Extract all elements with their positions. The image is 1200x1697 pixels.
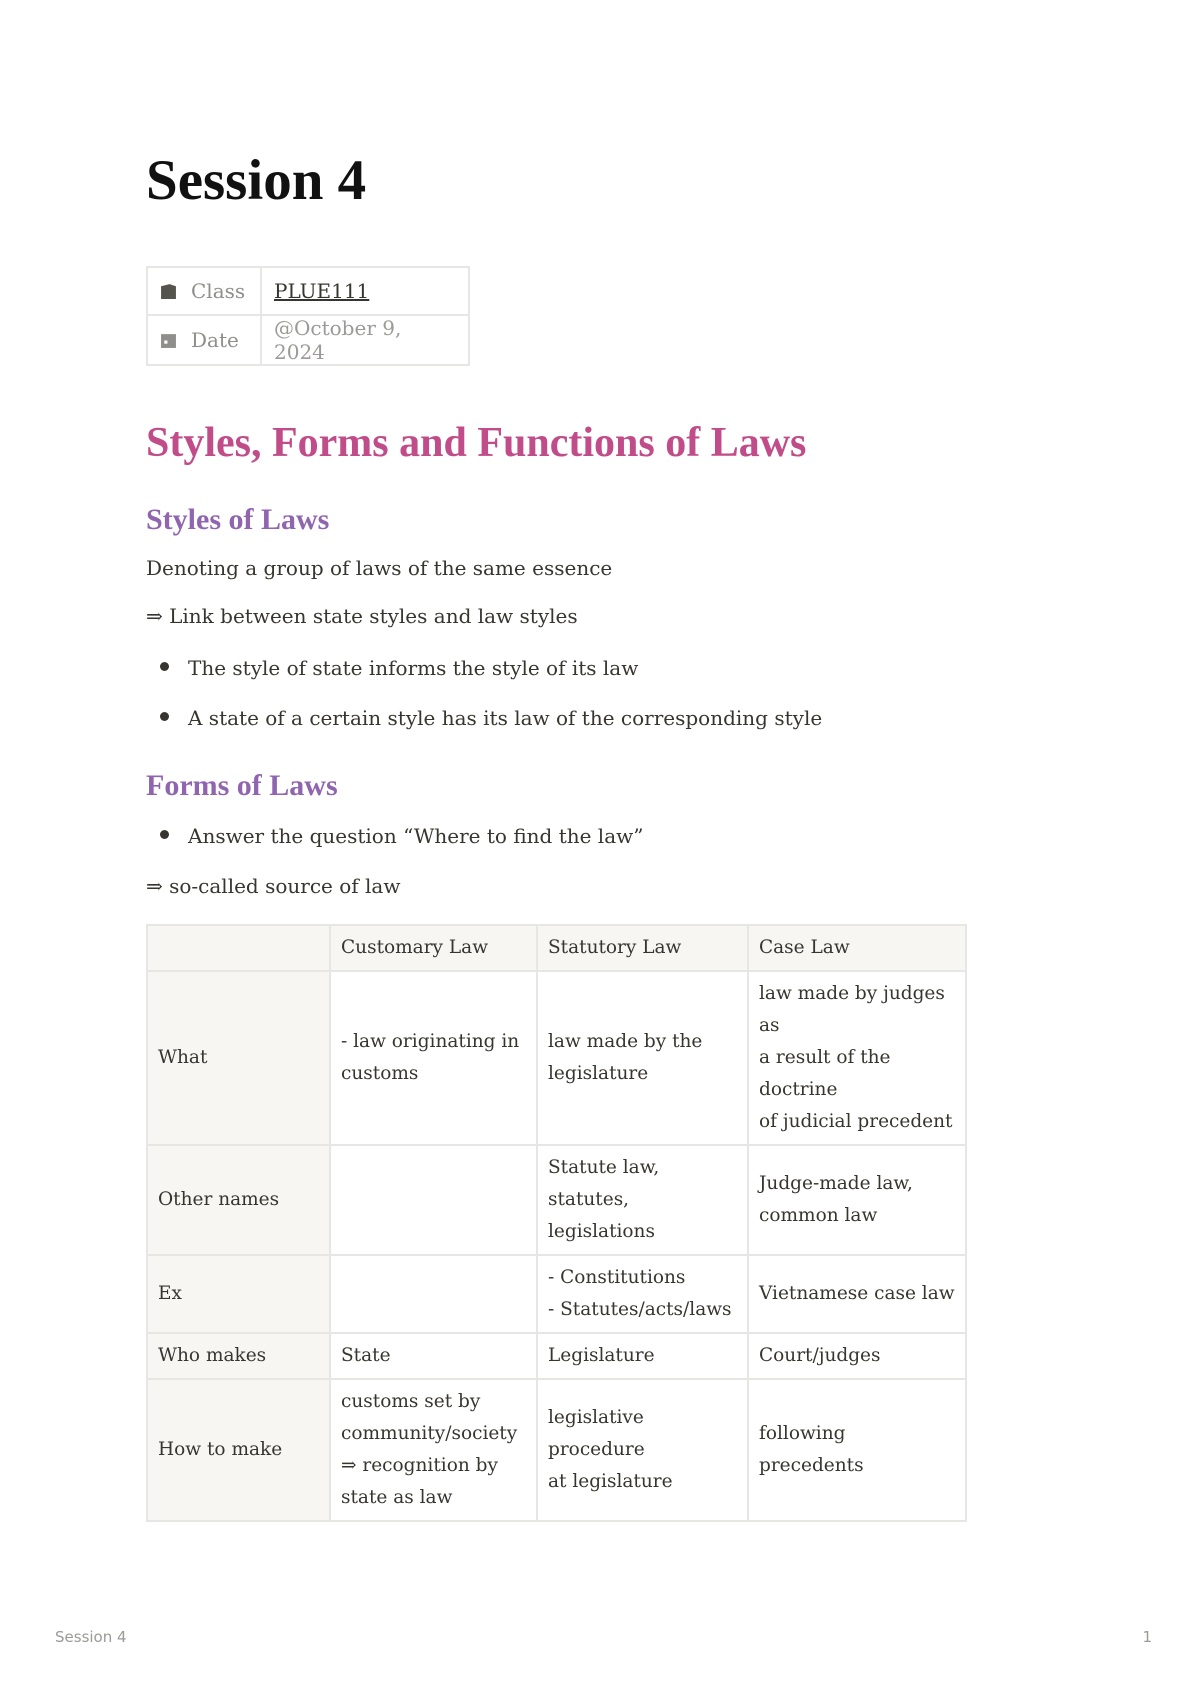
table-cell-line: - Statutes/acts/laws [548,1299,732,1320]
footer-page-number: 1 [1142,1628,1152,1646]
table-cell [537,1379,748,1521]
table-header-cell: Statutory Law [537,925,748,971]
properties-table [146,266,470,366]
table-cell-line: following precedents [759,1423,864,1476]
styles-heading: Styles of Laws [146,503,330,536]
table-cell-line: state as law [341,1487,453,1508]
table-cell [748,1255,966,1333]
table-cell-line: at legislature [548,1471,673,1492]
table-cell-line: common law [759,1205,878,1226]
table-cell-line: State [341,1345,391,1366]
table-cell-line: community/society [341,1423,518,1444]
table-row-header: Ex [147,1255,330,1333]
table-row [147,1333,966,1379]
table-cell-line: legislations [548,1221,655,1242]
table-cell-line: a result of the doctrine [759,1047,891,1100]
forms-arrow-line: ⇒ so-called source of law [146,874,401,898]
table-cell-line: legislature [548,1063,649,1084]
property-value[interactable] [261,267,469,315]
bullet-dot [160,830,169,839]
table-header-cell [147,925,330,971]
table-cell-line: customs [341,1063,419,1084]
table-header-cell: Case Law [748,925,966,971]
table-cell-line: Judge-made law, [759,1173,913,1194]
table-cell [537,1145,748,1255]
table-cell-line: law made by the [548,1031,703,1052]
table-cell-line: - law originating in [341,1031,520,1052]
property-row-class [147,267,469,315]
table-row [147,1145,966,1255]
table-cell-line: Court/judges [759,1345,881,1366]
table-header-cell: Customary Law [330,925,537,971]
date-value[interactable]: @October 9, 2024 [261,315,469,365]
table-cell [748,1379,966,1521]
list-item: The style of state informs the style of its law [160,654,638,682]
table-row [147,971,966,1145]
tag-icon [160,283,177,300]
page-title: Session 4 [146,149,367,212]
table-cell [537,1333,748,1379]
styles-intro: Denoting a group of laws of the same essence [146,556,613,580]
bullet-dot [160,662,169,671]
property-label: Class [191,279,246,303]
property-key [147,267,261,315]
property-row-date [147,315,469,365]
property-key [147,315,261,365]
table-cell [330,971,537,1145]
table-row [147,1379,966,1521]
bullet-dot [160,712,169,721]
list-item: A state of a certain style has its law of the corresponding style [160,704,822,732]
table-cell-line: law made by judges as [759,983,945,1036]
calendar-icon [160,332,177,349]
table-row-header: What [147,971,330,1145]
property-label: Date [191,328,239,352]
table-header-row [147,925,966,971]
table-cell [330,1255,537,1333]
table-cell-line: Vietnamese case law [759,1283,955,1304]
table-cell-line: - Constitutions [548,1267,686,1288]
table-cell [537,1255,748,1333]
table-row-header: Who makes [147,1333,330,1379]
table-cell-line: Legislature [548,1345,655,1366]
table-cell [748,971,966,1145]
table-cell-line: ⇒ recognition by [341,1455,498,1476]
table-cell [537,971,748,1145]
table-cell [330,1333,537,1379]
table-cell-line: of judicial precedent [759,1111,953,1132]
table-cell [748,1145,966,1255]
table-cell-line: Statute law, statutes, [548,1157,660,1210]
table-cell [330,1379,537,1521]
list-item: Answer the question “Where to find the law” [160,822,643,850]
table-cell-line: legislative procedure [548,1407,645,1460]
table-cell-line: customs set by [341,1391,481,1412]
table-row-header: How to make [147,1379,330,1521]
table-cell [330,1145,537,1255]
forms-of-law-table [146,924,967,1522]
forms-heading: Forms of Laws [146,769,338,802]
section-heading: Styles, Forms and Functions of Laws [146,420,807,466]
table-row [147,1255,966,1333]
class-link[interactable]: PLUE111 [274,279,370,303]
table-row-header: Other names [147,1145,330,1255]
styles-arrow-line: ⇒ Link between state styles and law styles [146,604,578,628]
table-cell [748,1333,966,1379]
footer-doc-name: Session 4 [55,1628,127,1646]
